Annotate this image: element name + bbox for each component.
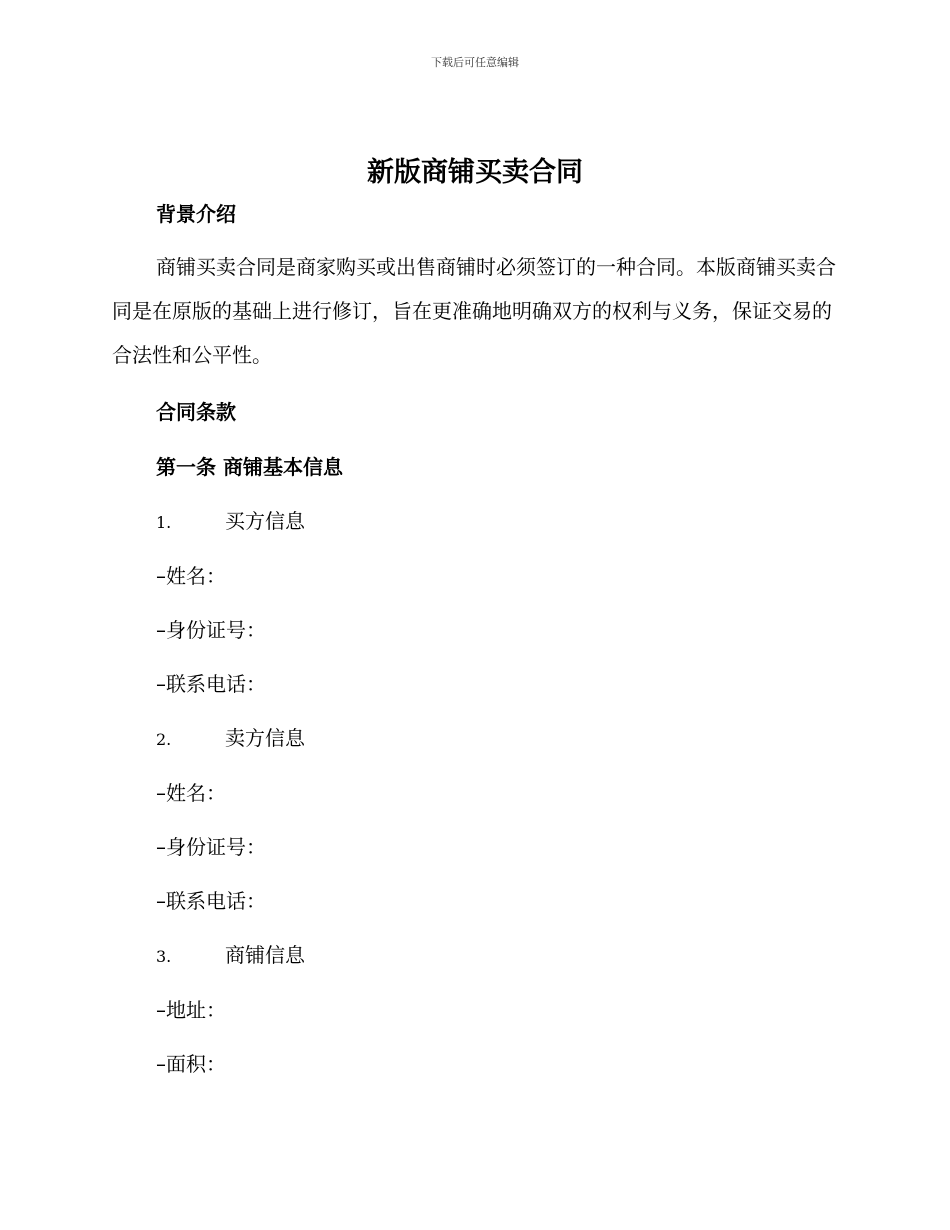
seller-id-field: –身份证号： — [156, 835, 266, 859]
section-1-title — [156, 505, 305, 534]
buyer-id-field: –身份证号： — [156, 618, 266, 642]
buyer-name-field: –姓名： — [156, 564, 226, 588]
section-3-title — [156, 939, 305, 968]
section-1-number: 1. — [156, 513, 172, 532]
section-2-title — [156, 722, 305, 751]
document-title: 新版商铺买卖合同 — [367, 157, 583, 188]
section-2-number: 2. — [156, 730, 172, 749]
seller-phone-field: –联系电话： — [156, 889, 266, 913]
section-1-label: 买方信息 — [225, 509, 305, 533]
shop-address-field: –地址： — [156, 998, 226, 1022]
section-2-label: 卖方信息 — [225, 726, 305, 750]
shop-area-field: –面积： — [156, 1052, 226, 1076]
section-3-number: 3. — [156, 947, 172, 966]
terms-heading: 合同条款 — [156, 400, 236, 424]
background-heading: 背景介绍 — [156, 202, 236, 226]
buyer-phone-field: –联系电话： — [156, 672, 266, 696]
background-paragraph: 商铺买卖合同是商家购买或出售商铺时必须签订的一种合同。本版商铺买卖合同是在原版的基础上进行修订，旨在更准确地明确双方的权利与义务，保证交易的合法性和公平性。 — [112, 255, 836, 367]
seller-name-field: –姓名： — [156, 781, 226, 805]
page-header-note: 下载后可任意编辑 — [431, 56, 519, 69]
article-1-heading: 第一条 商铺基本信息 — [156, 455, 343, 479]
section-3-label: 商铺信息 — [225, 943, 305, 967]
